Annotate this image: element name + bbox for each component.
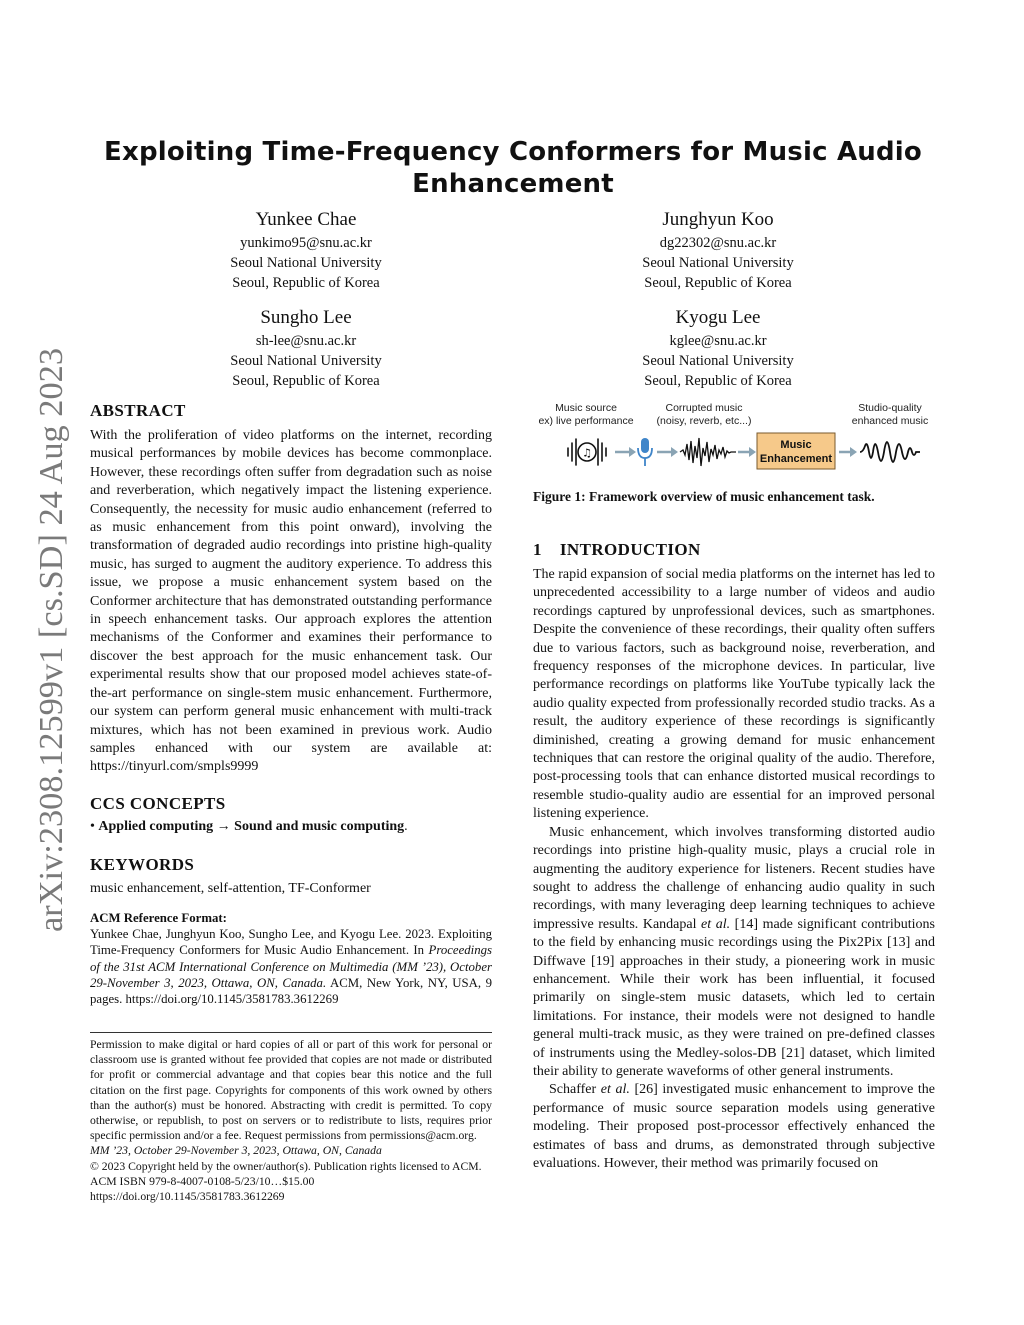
ccs-period: .: [404, 819, 408, 834]
author-block-4: [568, 305, 868, 391]
ccs-heading: CCS CONCEPTS: [90, 794, 226, 813]
intro-p2-part-b: [14] made significant contributions to the field by enhancing music recordings using the Pix2Pix [13] and Diffwave [19] approaches in their study, a pioneering work in music enhancement. While their work has been influential, it focused primarily on single-stem music datasets, which led to certain limitations. For instance, their models were not designed to handle general multi-track music, as they were trained on pre-defined classes of instruments using the Medley-solos-DB [21] dataset, which limited their ability to generate waveforms of other general instruments.: [533, 916, 935, 1079]
figure-caption: Figure 1: Framework overview of music enhancement task.: [533, 489, 875, 504]
enhancement-box-line1: Music: [780, 439, 812, 451]
intro-p3-etal: et al.: [600, 1082, 630, 1098]
author-name: Junghyun Koo: [662, 209, 774, 230]
author-name: Yunkee Chae: [255, 209, 357, 230]
author-block-2: [568, 207, 868, 293]
author-name: Kyogu Lee: [675, 307, 761, 328]
figure-label-source: [536, 402, 636, 428]
intro-text: [533, 566, 935, 1173]
intro-paragraph-2: [533, 824, 935, 1082]
author-affiliation: Seoul National University: [230, 255, 382, 271]
music-source-icon: [568, 439, 606, 465]
abstract-heading: ABSTRACT: [90, 401, 186, 420]
corrupted-waveform-icon: [680, 438, 736, 466]
footnote-divider: [90, 1032, 492, 1033]
permission-venue: MM ’23, October 29-November 3, 2023, Ottawa, ON, Canada: [90, 1144, 382, 1158]
arxiv-identifier-text: arXiv:2308.12599v1 [cs.SD] 24 Aug 2023: [33, 362, 70, 932]
permission-text: Permission to make digital or hard copies of all or part of this work for personal or classroom use is granted without fee provided that copies are not made or distributed for profit or commercial advantage and that copies bear this notice and the full citation on the first page. Copyrights for components of this work owned by others than the author(s) must be honored. Abstracting with credit is permitted. To copy otherwise, or republish, to post on servers or to redistribute to lists, requires prior specific permission and/or a fee. Request permissions from permissions@acm.org.: [90, 1038, 492, 1143]
ccs-bullet: •: [90, 819, 95, 834]
framework-diagram: [560, 430, 930, 474]
arrow-1-icon: [615, 447, 636, 457]
intro-p3-part-b: [26] investigated music enhancement to improve the performance of music source separation models using generative modeling. Their proposed post-processor effectively enhanced the estimates of bass and drums, as demonstrated through subjective evaluations. However, their method was primarily focused on: [533, 1082, 935, 1171]
reference-body: [90, 926, 492, 1007]
ccs-item-sound: Sound and music computing: [234, 819, 405, 834]
svg-text:♫: ♫: [582, 446, 592, 460]
acm-reference-format: [90, 910, 492, 1007]
reference-heading: ACM Reference Format:: [90, 911, 227, 925]
intro-number: 1: [533, 540, 542, 559]
permission-isbn: ACM ISBN 979-8-4007-0108-5/23/10…$15.00: [90, 1174, 315, 1188]
intro-heading: [533, 540, 701, 560]
author-affiliation: Seoul National University: [230, 353, 382, 369]
permission-doi: https://doi.org/10.1145/3581783.3612269: [90, 1190, 285, 1204]
ccs-concepts: [90, 818, 492, 836]
keywords-heading: KEYWORDS: [90, 855, 195, 874]
permission-copyright: © 2023 Copyright held by the owner/author(s). Publication rights licensed to ACM.: [90, 1159, 482, 1173]
figure-label-corrupted-line1: Corrupted music: [665, 402, 743, 414]
clean-waveform-icon: [860, 442, 920, 462]
intro-paragraph-3: [533, 1081, 935, 1173]
author-location: Seoul, Republic of Korea: [644, 373, 792, 389]
figure-label-studio: [840, 402, 940, 428]
author-email: dg22302@snu.ac.kr: [659, 235, 777, 251]
author-email: yunkimo95@snu.ac.kr: [240, 235, 372, 251]
author-email: sh-lee@snu.ac.kr: [255, 333, 357, 349]
intro-p2-etal: et al.: [701, 916, 731, 932]
microphone-icon: [638, 438, 652, 466]
abstract-paragraph: With the proliferation of video platforms on the internet, recording musical performances by mobile devices has become commonplace. However, these recordings often suffer from degradation such as noise and reverberation, which negatively impact the listening experience. Consequently, the necessity for music audio enhancement (referred to as music enhancement from this point onward), involving the transformation of degraded audio recordings into pristine high-quality music, has surged to augment the auditory experience. To address this issue, we propose a music enhancement system based on the Conformer architecture that has demonstrated outstanding performance in speech enhancement tasks. Our approach explores the attention mechanisms of the Conformer and examines their performance to discover the best approach for the music enhancement task. Our experimental results show that our proposed model achieves state-of-the-art performance on single-stem music enhancement. Furthermore, our system can perform general music enhancement with multi-track mixtures, which has not been examined in previous work. Audio samples enhanced with our system are available at: https://tinyurl.com/smpls9999: [90, 428, 492, 775]
author-location: Seoul, Republic of Korea: [232, 275, 380, 291]
abstract-text: [90, 427, 492, 777]
reference-part-1: Yunkee Chae, Junghyun Koo, Sungho Lee, and Kyogu Lee. 2023. Exploiting Time-Frequency Conformers for Music Audio Enhancement. In: [90, 927, 492, 958]
author-location: Seoul, Republic of Korea: [232, 373, 380, 389]
author-block-3: [156, 305, 456, 391]
intro-p3-part-a: Schaffer: [549, 1082, 601, 1098]
title-line-2: Enhancement: [412, 169, 614, 199]
author-name: Sungho Lee: [260, 307, 352, 328]
arrow-4-icon: [839, 447, 857, 457]
author-block-1: [156, 207, 456, 293]
figure-label-studio-line1: Studio-quality: [858, 402, 922, 414]
intro-title: INTRODUCTION: [559, 540, 701, 559]
ccs-arrow: →: [216, 819, 231, 834]
figure-label-studio-line2: enhanced music: [851, 415, 929, 427]
keywords-text: music enhancement, self-attention, TF-Conformer: [90, 881, 371, 896]
author-location: Seoul, Republic of Korea: [644, 275, 792, 291]
permission-block: [90, 1037, 492, 1204]
arrow-3-icon: [738, 447, 756, 457]
figure-label-corrupted-line2: (noisy, reverb, etc...): [656, 415, 752, 427]
figure-label-corrupted: [652, 402, 756, 428]
intro-p2-part-a: Music enhancement, which involves transforming distorted audio recordings into pristine high-quality music, plays a crucial role in augmenting the auditory experience for listeners. Recent studies have sought to address the challenge of enhancing audio quality in such recordings, with many leveraging deep learning techniques to achieve impressive results. Kandapal: [533, 824, 935, 932]
author-email: kglee@snu.ac.kr: [669, 333, 767, 349]
title-line-1: Exploiting Time-Frequency Conformers for Music Audio: [104, 137, 922, 167]
reference-part-2: ACM, New York, NY, USA, 9 pages. https://doi.org/10.1145/3581783.3612269: [90, 975, 492, 1007]
reference-venue: Proceedings of the 31st ACM International Conference on Multimedia (MM ’23), October 29-November 3, 2023, Ottawa, ON, Canada.: [90, 943, 492, 990]
arrow-2-icon: [657, 447, 678, 457]
figure-label-source-line2: ex) live performance: [538, 415, 634, 427]
intro-paragraph-1: The rapid expansion of social media platforms on the internet has led to unprecedented accessibility to a large number of videos and audio recordings captured by unprofessional devices, such as smartphones. Despite the convenience of these recordings, their quality often suffers due to various factors, such as background noise, reverberation, and frequency responses of the microphone devices. In particular, live performance recordings on platforms like YouTube typically lack the audio quality expected from professionally recorded studio tracks. As a result, the auditory experience of these recordings is significantly diminished, creating a growing demand for music enhancement techniques that can restore the original quality of the audio. Therefore, post-processing tools that can enhance distorted musical recordings to resemble studio-quality audio are essential for an improved personal listening experience.: [533, 567, 935, 822]
paper-title: [90, 136, 936, 200]
enhancement-box-line2: Enhancement: [759, 453, 833, 465]
figure-label-source-line1: Music source: [555, 402, 617, 414]
ccs-item-applied: Applied computing: [98, 819, 214, 834]
author-affiliation: Seoul National University: [642, 255, 794, 271]
arxiv-identifier: [14, 340, 74, 940]
author-affiliation: Seoul National University: [642, 353, 794, 369]
